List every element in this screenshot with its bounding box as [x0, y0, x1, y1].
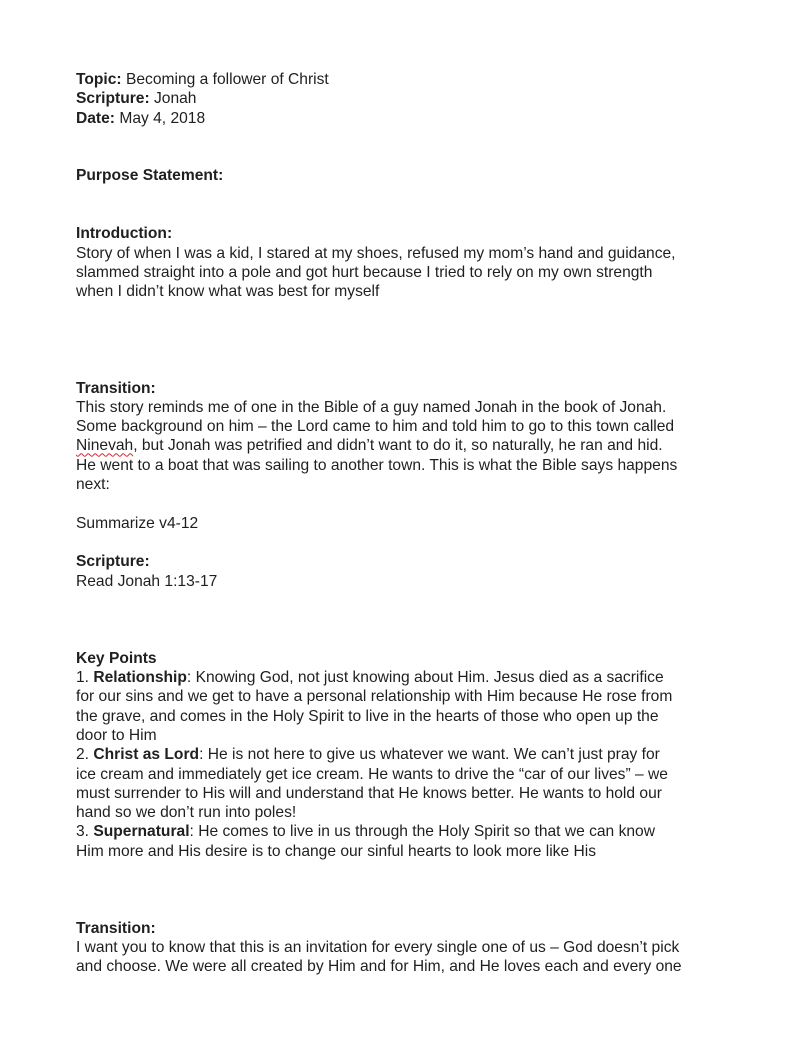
scripture-heading: Scripture:: [76, 553, 150, 571]
transition-heading: Transition:: [76, 919, 156, 937]
key-point-line: hand so we don’t run into poles!: [76, 804, 297, 822]
key-point-line: ice cream and immediately get ice cream. He wants to drive the “car of our lives” – we: [76, 765, 668, 783]
scripture-reading: Read Jonah 1:13-17: [76, 572, 218, 590]
key-point-line: must surrender to His will and understand that He knows better. He wants to hold our: [76, 784, 662, 802]
scripture-label: Scripture:: [76, 90, 150, 108]
summary-line: Summarize v4-12: [76, 514, 199, 532]
key-point-text: : He is not here to give us whatever we want. We can’t just pray for: [199, 746, 660, 764]
key-point-title: Relationship: [93, 669, 187, 687]
topic-label: Topic:: [76, 71, 122, 88]
misspelled-word[interactable]: Ninevah: [76, 437, 134, 455]
topic-value: Becoming a follower of Christ: [121, 71, 329, 88]
key-point-line: Him more and His desire is to change our sinful hearts to look more like His: [76, 842, 597, 860]
introduction-line: Story of when I was a kid, I stared at my shoes, refused my mom’s hand and guidance,: [76, 244, 676, 262]
transition-line: next:: [76, 476, 110, 494]
date-value: May 4, 2018: [115, 109, 206, 127]
key-point-2: [76, 745, 736, 764]
transition-heading: Transition:: [76, 379, 156, 397]
key-point-text: : He comes to live in us through the Holy Spirit so that we can know: [189, 823, 655, 841]
key-point-line: for our sins and we get to have a personal relationship with Him because He rose from: [76, 688, 673, 706]
introduction-line: when I didn’t know what was best for myself: [76, 283, 380, 301]
purpose-heading: Purpose Statement:: [76, 167, 224, 185]
key-point-title: Supernatural: [93, 823, 190, 841]
transition-line: This story reminds me of one in the Bible of a guy named Jonah in the book of Jonah.: [76, 398, 667, 416]
transition-line-rest: , but Jonah was petrified and didn’t want to do it, so naturally, he ran and hid.: [133, 437, 663, 455]
transition-line: [76, 436, 736, 455]
key-point-line: door to Him: [76, 726, 157, 744]
document-body: [76, 70, 736, 977]
key-point-title: Christ as Lord: [93, 746, 200, 764]
key-point-line: the grave, and comes in the Holy Spirit to live in the hearts of those who open up the: [76, 707, 659, 725]
key-point-text: : Knowing God, not just knowing about Him. Jesus died as a sacrifice: [186, 669, 664, 687]
key-point-1: [76, 668, 736, 687]
transition-line: Some background on him – the Lord came to him and told him to go to this town called: [76, 418, 675, 436]
introduction-heading: Introduction:: [76, 225, 173, 243]
key-points-heading: Key Points: [76, 649, 157, 667]
introduction-line: slammed straight into a pole and got hurt because I tried to rely on my own strength: [76, 263, 653, 281]
key-point-number: 1.: [76, 669, 94, 687]
scripture-line: [76, 89, 736, 108]
date-label: Date:: [76, 109, 115, 127]
transition-line: I want you to know that this is an invitation for every single one of us – God doesn’t pick: [76, 939, 680, 957]
topic-line: [76, 70, 736, 89]
scripture-value: Jonah: [149, 90, 197, 108]
transition-line: and choose. We were all created by Him and for Him, and He loves each and every one: [76, 958, 682, 976]
key-point-number: 2.: [76, 746, 94, 764]
key-point-number: 3.: [76, 823, 94, 841]
key-point-3: [76, 822, 736, 841]
transition-line: He went to a boat that was sailing to another town. This is what the Bible says happens: [76, 456, 678, 474]
date-line: [76, 109, 736, 128]
